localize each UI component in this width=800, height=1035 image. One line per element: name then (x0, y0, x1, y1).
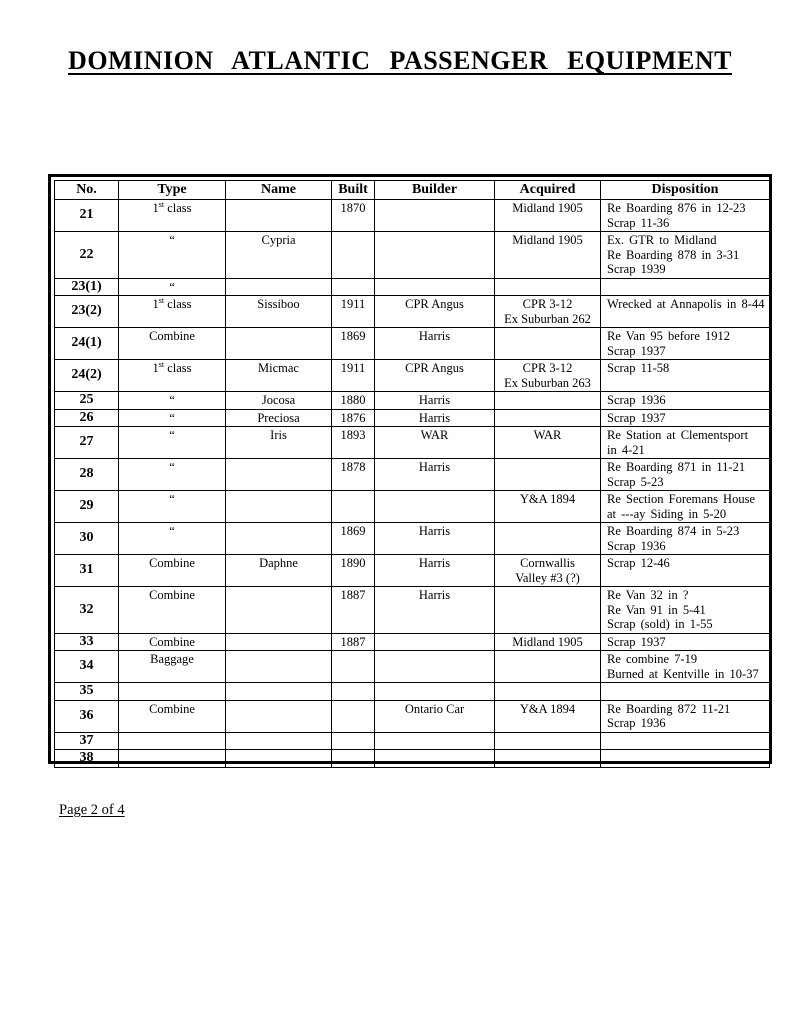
disposition-line: Re Boarding 872 11-21 (607, 701, 731, 716)
acquired-line: Midland 1905 (512, 201, 583, 215)
table-row (55, 491, 770, 523)
cell-no: 24(1) (55, 328, 119, 360)
disposition-line: Scrap 1936 (607, 393, 666, 407)
disposition-line: Scrap 1937 (607, 634, 666, 649)
cell-type: “ (119, 232, 226, 279)
cell-built: 1870 (332, 200, 375, 232)
cell-built: 1878 (332, 459, 375, 491)
table-header-row (55, 181, 770, 200)
table-row (55, 555, 770, 587)
cell-builder (375, 200, 495, 232)
disposition-line: Re Van 91 in 5-41 (607, 602, 706, 617)
cell-acquired (495, 587, 601, 634)
cell-acquired (495, 700, 601, 732)
cell-no: 24(2) (55, 360, 119, 392)
disposition-line: Scrap 1937 (607, 343, 666, 358)
cell-type: 1st class (119, 200, 226, 232)
cell-no: 35 (55, 683, 119, 701)
cell-disposition (601, 409, 770, 427)
cell-built: 1887 (332, 587, 375, 634)
cell-builder: Harris (375, 587, 495, 634)
acquired-line: Y&A 1894 (519, 492, 576, 506)
disposition-line: Re Section Foremans House (607, 492, 755, 506)
header-name: Name (226, 181, 332, 200)
disposition-line: Re Station at Clementsport (607, 428, 749, 442)
cell-builder (375, 633, 495, 651)
disposition-line: Burned at Kentville in 10-37 (607, 666, 759, 681)
cell-disposition (601, 296, 770, 328)
cell-no: 37 (55, 732, 119, 750)
cell-name: Preciosa (226, 409, 332, 427)
cell-no: 26 (55, 409, 119, 427)
cell-name (226, 328, 332, 360)
cell-name (226, 523, 332, 555)
cell-type: Baggage (119, 651, 226, 683)
cell-builder: Harris (375, 555, 495, 587)
disposition-line: Wrecked at Annapolis in 8-44 (607, 297, 765, 311)
table-row (55, 732, 770, 750)
cell-acquired (495, 232, 601, 279)
cell-name (226, 491, 332, 523)
cell-builder: Harris (375, 523, 495, 555)
table-row (55, 683, 770, 701)
acquired-line: Midland 1905 (512, 634, 583, 649)
cell-acquired (495, 633, 601, 651)
table-row (55, 459, 770, 491)
acquired-line: Cornwallis (520, 556, 575, 570)
cell-disposition (601, 459, 770, 491)
disposition-line: Ex. GTR to Midland (607, 233, 717, 247)
disposition-line: Re Van 32 in ? (607, 588, 689, 602)
cell-acquired (495, 750, 601, 768)
disposition-line: in 4-21 (607, 442, 645, 457)
cell-builder (375, 750, 495, 768)
header-built: Built (332, 181, 375, 200)
table-row (55, 427, 770, 459)
table-row (55, 750, 770, 768)
cell-builder: Ontario Car (375, 700, 495, 732)
cell-disposition (601, 732, 770, 750)
acquired-line: Valley #3 (?) (515, 570, 580, 585)
cell-disposition (601, 232, 770, 279)
cell-type: Combine (119, 700, 226, 732)
cell-type: Combine (119, 587, 226, 634)
table-row (55, 700, 770, 732)
cell-disposition (601, 523, 770, 555)
cell-built (332, 700, 375, 732)
cell-builder (375, 491, 495, 523)
disposition-line: Re Van 95 before 1912 (607, 329, 731, 343)
cell-disposition (601, 427, 770, 459)
cell-type (119, 732, 226, 750)
page-number: Page 2 of 4 (59, 802, 125, 818)
cell-name (226, 700, 332, 732)
cell-acquired (495, 523, 601, 555)
cell-disposition (601, 651, 770, 683)
table-row (55, 360, 770, 392)
cell-no: 32 (55, 587, 119, 634)
cell-type: “ (119, 409, 226, 427)
cell-type: “ (119, 459, 226, 491)
cell-no: 25 (55, 392, 119, 410)
cell-name (226, 651, 332, 683)
cell-builder (375, 651, 495, 683)
header-acquired: Acquired (495, 181, 601, 200)
cell-no: 23(1) (55, 278, 119, 296)
cell-acquired (495, 392, 601, 410)
cell-name: Iris (226, 427, 332, 459)
cell-no: 28 (55, 459, 119, 491)
cell-acquired (495, 459, 601, 491)
acquired-line: Ex Suburban 262 (504, 311, 591, 326)
header-builder: Builder (375, 181, 495, 200)
cell-acquired (495, 328, 601, 360)
disposition-line: Scrap 11-36 (607, 215, 670, 230)
disposition-line: Scrap (sold) in 1-55 (607, 617, 713, 631)
cell-disposition (601, 392, 770, 410)
cell-acquired (495, 555, 601, 587)
cell-no: 33 (55, 633, 119, 651)
cell-acquired (495, 651, 601, 683)
cell-disposition (601, 700, 770, 732)
cell-name (226, 587, 332, 634)
header-type: Type (119, 181, 226, 200)
cell-built: 1893 (332, 427, 375, 459)
cell-type: Combine (119, 633, 226, 651)
table-row (55, 392, 770, 410)
acquired-line: Y&A 1894 (519, 701, 576, 716)
cell-name: Micmac (226, 360, 332, 392)
cell-disposition (601, 750, 770, 768)
cell-disposition (601, 278, 770, 296)
disposition-line: Scrap 1936 (607, 538, 666, 553)
cell-no: 27 (55, 427, 119, 459)
cell-no: 30 (55, 523, 119, 555)
cell-built: 1887 (332, 633, 375, 651)
table-row (55, 296, 770, 328)
cell-name: Sissiboo (226, 296, 332, 328)
cell-type: 1st class (119, 360, 226, 392)
cell-built: 1869 (332, 328, 375, 360)
equipment-table (54, 180, 770, 768)
cell-disposition (601, 555, 770, 587)
cell-disposition (601, 587, 770, 634)
cell-built: 1911 (332, 360, 375, 392)
cell-disposition (601, 360, 770, 392)
cell-acquired (495, 296, 601, 328)
cell-built (332, 491, 375, 523)
disposition-line: Scrap 12-46 (607, 556, 670, 570)
cell-no: 22 (55, 232, 119, 279)
acquired-line: WAR (533, 428, 562, 442)
cell-acquired (495, 409, 601, 427)
table-row (55, 278, 770, 296)
table-row (55, 651, 770, 683)
cell-acquired (495, 491, 601, 523)
disposition-line: at ---ay Siding in 5-20 (607, 506, 727, 521)
cell-no: 38 (55, 750, 119, 768)
acquired-line: CPR 3-12 (522, 297, 573, 311)
cell-built: 1911 (332, 296, 375, 328)
acquired-line: Ex Suburban 263 (504, 375, 591, 390)
cell-disposition (601, 633, 770, 651)
cell-name: Jocosa (226, 392, 332, 410)
cell-acquired (495, 278, 601, 296)
cell-acquired (495, 732, 601, 750)
cell-name: Daphne (226, 555, 332, 587)
cell-name (226, 459, 332, 491)
page-title: DOMINION ATLANTIC PASSENGER EQUIPMENT (68, 46, 732, 75)
cell-builder (375, 683, 495, 701)
table-body (55, 200, 770, 768)
cell-disposition (601, 200, 770, 232)
cell-type (119, 750, 226, 768)
cell-builder: CPR Angus (375, 296, 495, 328)
cell-built: 1880 (332, 392, 375, 410)
cell-acquired (495, 427, 601, 459)
disposition-line: Re Boarding 878 in 3-31 (607, 247, 740, 262)
cell-type: “ (119, 427, 226, 459)
table-row (55, 633, 770, 651)
cell-builder (375, 732, 495, 750)
cell-type: “ (119, 491, 226, 523)
cell-no: 34 (55, 651, 119, 683)
cell-disposition (601, 328, 770, 360)
cell-acquired (495, 360, 601, 392)
disposition-line: Scrap 1937 (607, 410, 666, 425)
cell-no: 29 (55, 491, 119, 523)
cell-disposition (601, 683, 770, 701)
cell-built: 1890 (332, 555, 375, 587)
cell-no: 21 (55, 200, 119, 232)
cell-built (332, 732, 375, 750)
disposition-line: Re Boarding 876 in 12-23 (607, 201, 746, 215)
cell-no: 31 (55, 555, 119, 587)
cell-built (332, 683, 375, 701)
cell-built: 1869 (332, 523, 375, 555)
cell-type: 1st class (119, 296, 226, 328)
table-row (55, 328, 770, 360)
cell-acquired (495, 683, 601, 701)
cell-type: “ (119, 392, 226, 410)
cell-name (226, 750, 332, 768)
disposition-line: Scrap 11-58 (607, 361, 670, 375)
cell-builder (375, 232, 495, 279)
cell-name: Cypria (226, 232, 332, 279)
cell-no: 36 (55, 700, 119, 732)
cell-builder: Harris (375, 459, 495, 491)
disposition-line: Scrap 1936 (607, 716, 666, 730)
header-no: No. (55, 181, 119, 200)
header-disposition: Disposition (601, 181, 770, 200)
table-row (55, 232, 770, 279)
cell-type: Combine (119, 555, 226, 587)
cell-acquired (495, 200, 601, 232)
cell-builder: WAR (375, 427, 495, 459)
cell-built: 1876 (332, 409, 375, 427)
disposition-line: Re combine 7-19 (607, 652, 698, 666)
cell-no: 23(2) (55, 296, 119, 328)
cell-name (226, 200, 332, 232)
cell-built (332, 278, 375, 296)
cell-built (332, 232, 375, 279)
cell-built (332, 750, 375, 768)
cell-builder: Harris (375, 328, 495, 360)
equipment-table-frame (48, 174, 772, 764)
cell-disposition (601, 491, 770, 523)
cell-name (226, 633, 332, 651)
cell-type: Combine (119, 328, 226, 360)
table-row (55, 200, 770, 232)
cell-type: “ (119, 278, 226, 296)
acquired-line: CPR 3-12 (522, 361, 573, 375)
cell-builder: Harris (375, 409, 495, 427)
cell-built (332, 651, 375, 683)
disposition-line: Scrap 5-23 (607, 474, 664, 489)
cell-builder: CPR Angus (375, 360, 495, 392)
cell-builder: Harris (375, 392, 495, 410)
table-row (55, 523, 770, 555)
cell-name (226, 278, 332, 296)
cell-name (226, 732, 332, 750)
disposition-line: Scrap 1939 (607, 262, 666, 276)
acquired-line: Midland 1905 (512, 233, 583, 247)
cell-name (226, 683, 332, 701)
cell-type (119, 683, 226, 701)
table-row (55, 587, 770, 634)
cell-type: “ (119, 523, 226, 555)
disposition-line: Re Boarding 871 in 11-21 (607, 460, 746, 474)
table-row (55, 409, 770, 427)
disposition-line: Re Boarding 874 in 5-23 (607, 524, 740, 538)
cell-builder (375, 278, 495, 296)
